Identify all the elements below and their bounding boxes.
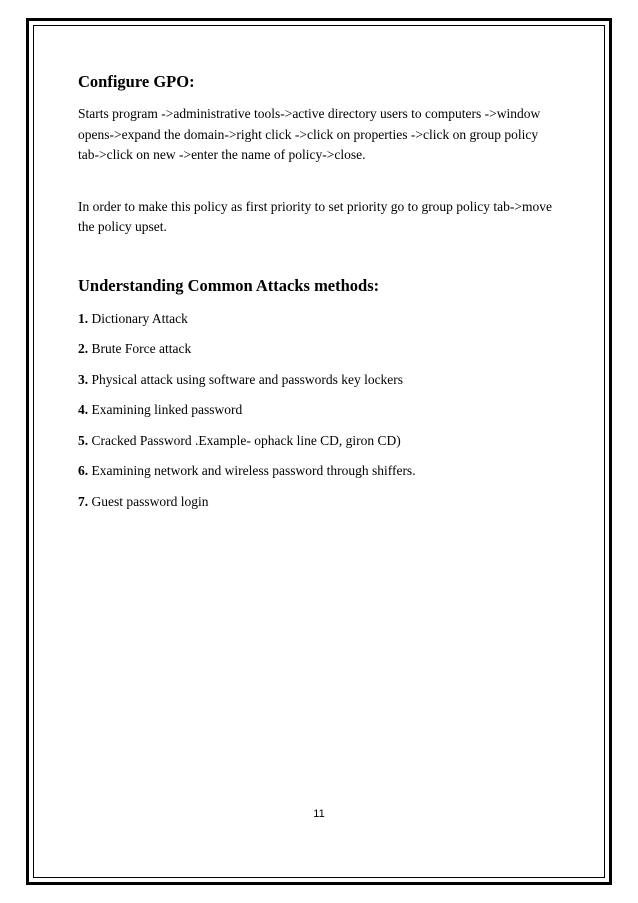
- configure-gpo-heading: Configure GPO:: [78, 72, 195, 91]
- list-item-number: 3.: [78, 371, 89, 387]
- list-item-text: Dictionary Attack: [88, 310, 188, 326]
- list-item-text: Examining linked password: [88, 402, 243, 417]
- list-item-number: 4.: [78, 402, 89, 417]
- attacks-list: [78, 309, 558, 523]
- page-number: 11: [313, 808, 325, 820]
- list-item: [78, 400, 558, 431]
- list-item: [78, 431, 558, 462]
- list-item: [78, 339, 558, 370]
- configure-gpo-steps-paragraph: Starts program ->administrative tools->active directory users to computers ->window opens->expand the domain->right click ->click on properties ->click on group policy tab->click on new ->enter the name of policy->close.: [78, 106, 541, 162]
- list-item-number: 1.: [78, 310, 89, 326]
- list-item-text: Physical attack using software and passwords key lockers: [88, 371, 404, 387]
- list-item: [78, 370, 558, 401]
- attacks-methods-heading: Understanding Common Attacks methods:: [78, 275, 380, 295]
- list-item-number: 5.: [78, 432, 89, 448]
- list-item: [78, 492, 558, 523]
- page-content: [78, 72, 558, 522]
- list-item: [78, 309, 558, 340]
- list-item-text: Guest password login: [88, 493, 209, 509]
- list-item-text: Examining network and wireless password through shiffers.: [88, 463, 416, 478]
- list-item-number: 7.: [78, 493, 89, 509]
- list-item-number: 6.: [78, 463, 89, 478]
- policy-priority-paragraph: In order to make this policy as first priority to set priority go to group policy tab->move the policy upset.: [78, 198, 553, 234]
- list-item: [78, 461, 558, 492]
- list-item-text: Brute Force attack: [88, 341, 192, 356]
- list-item-number: 2.: [78, 341, 89, 356]
- list-item-text: Cracked Password .Example- ophack line CD, giron CD): [88, 432, 401, 448]
